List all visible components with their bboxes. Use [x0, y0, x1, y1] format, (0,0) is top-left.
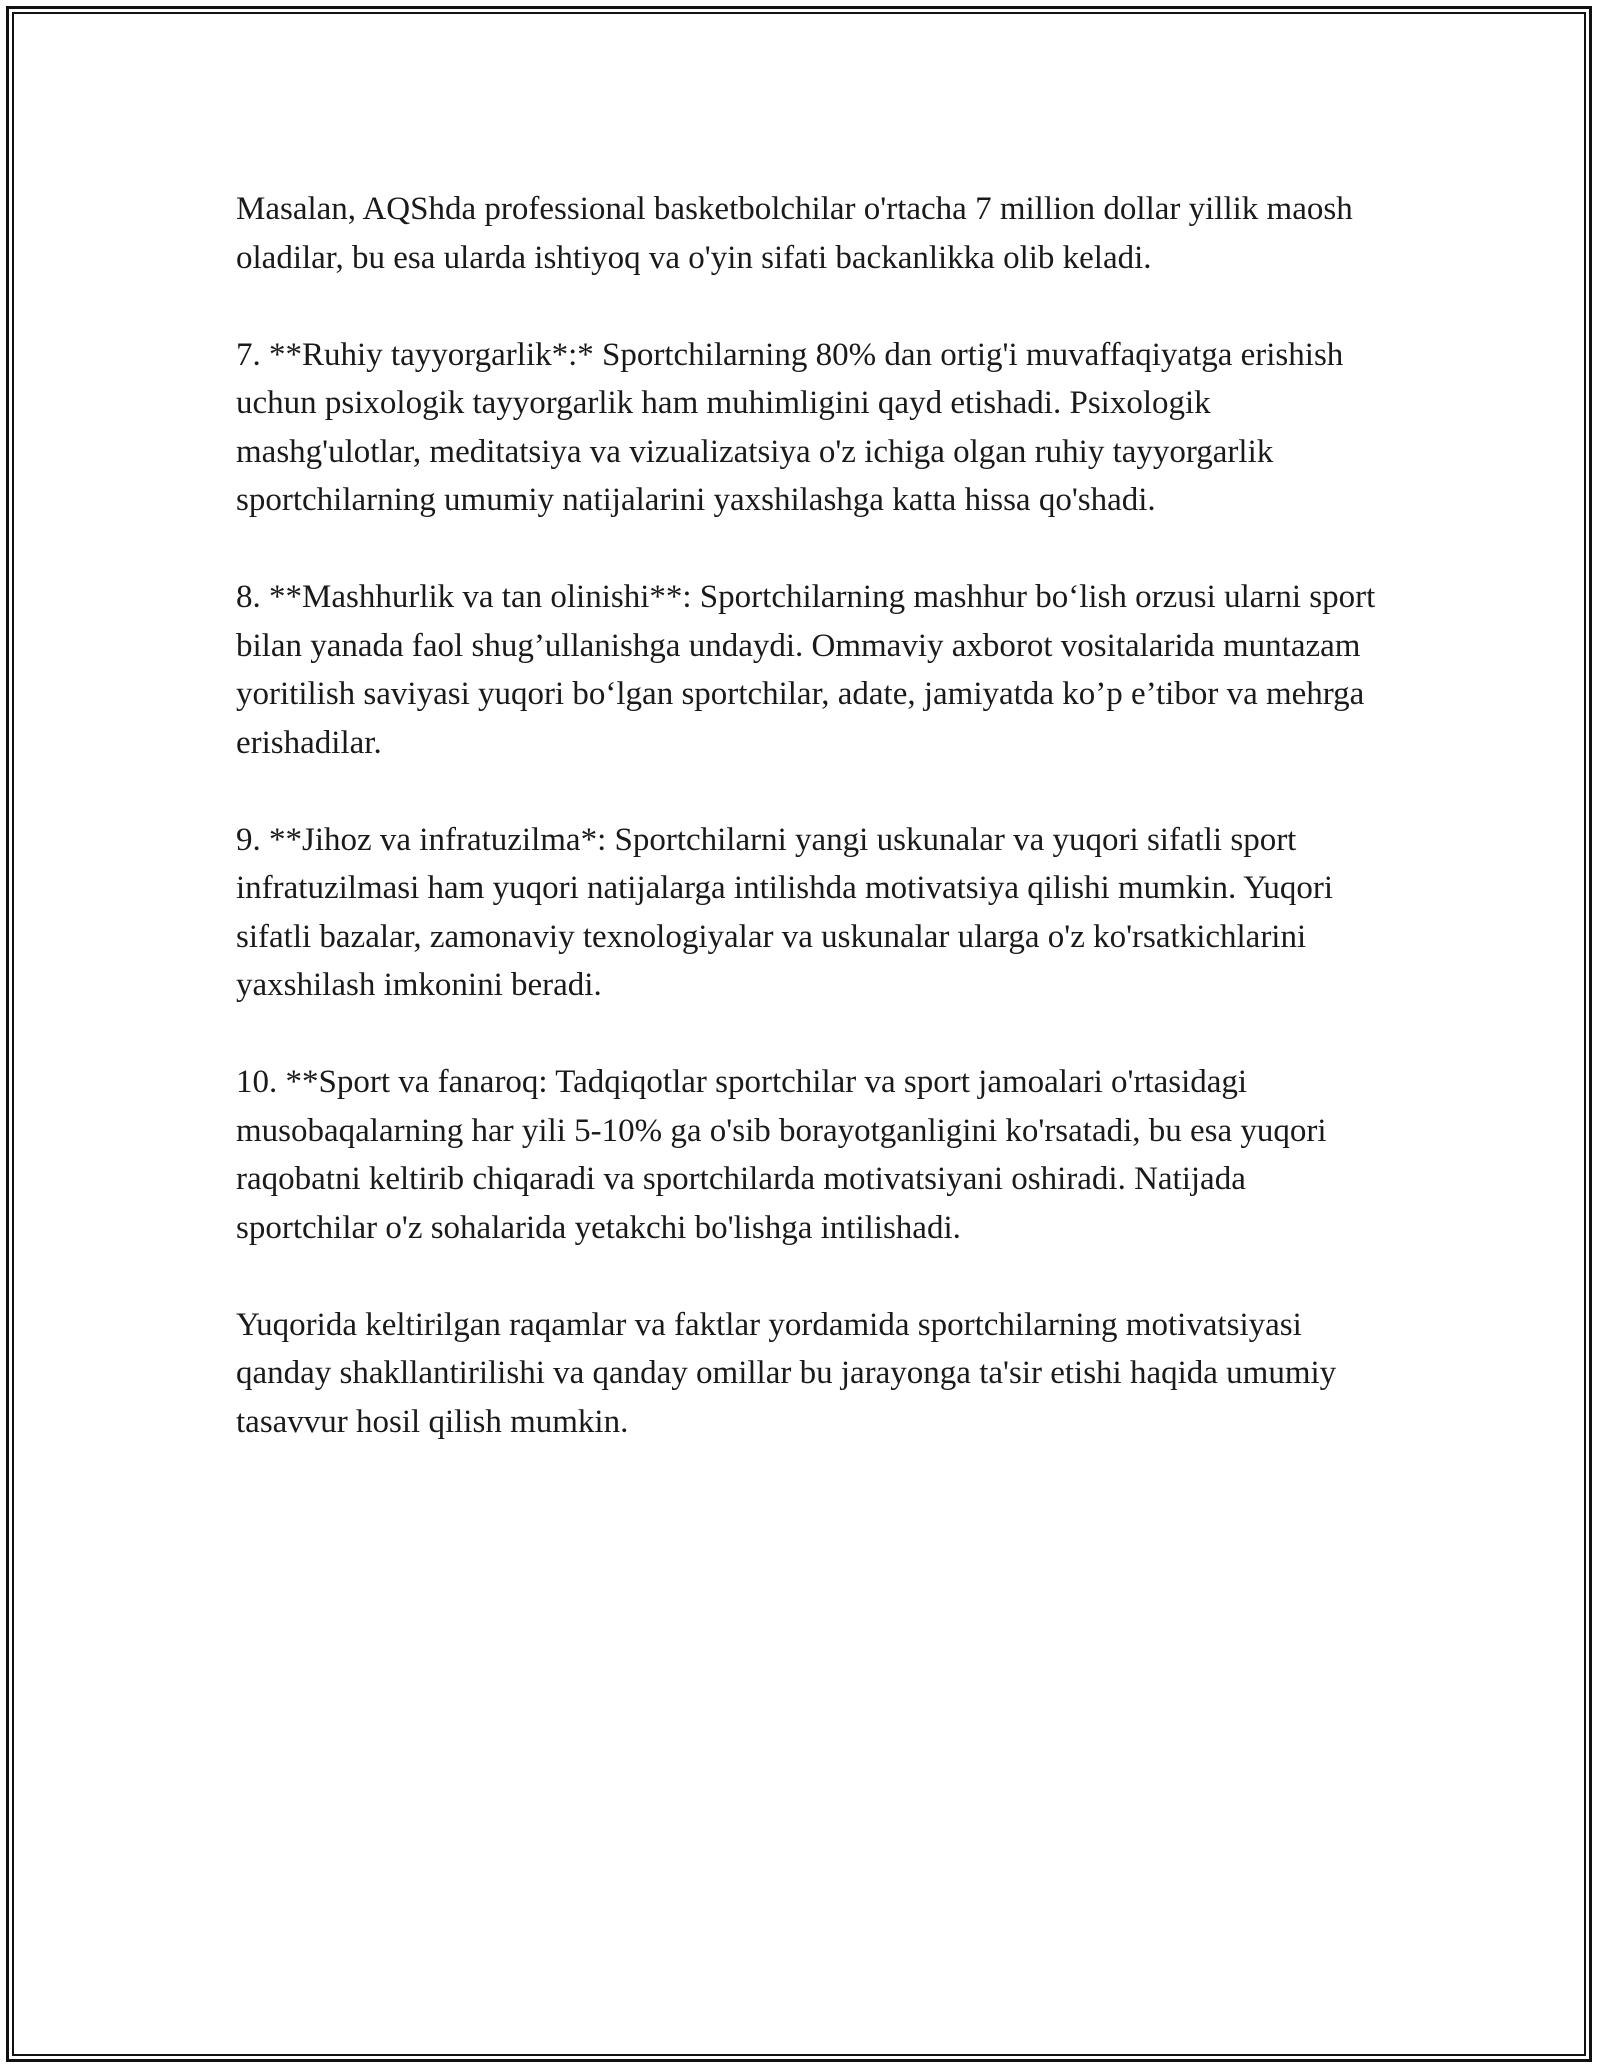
- paragraph-conclusion: Yuqorida keltirilgan raqamlar va faktlar yordamida sportchilarning motivatsiyasi qanday shakllantirilishi va qanday omillar bu jarayonga ta'sir etishi haqida umumiy tasavvur hosil qilish mumkin.: [236, 1306, 1337, 1440]
- paragraph-item-9: 9. **Jihoz va infratuzilma*: Sportchilarni yangi uskunalar va yuqori sifatli sport infratuzilmasi ham yuqori natijalarga intilishda motivatsiya qilishi mumkin. Yuqori sifatli bazalar, zamonaviy texnologiyalar va uskunalar ularga o'z ko'rsatkichlarini yaxshilash imkonini beradi.: [236, 821, 1334, 1003]
- paragraph-intro: Masalan, AQShda professional basketbolchilar o'rtacha 7 million dollar yillik maosh oladilar, bu esa ularda ishtiyoq va o'yin sifati backanlikka olib keladi.: [236, 191, 1353, 276]
- paragraph-item-8: 8. **Mashhurlik va tan olinishi**: Sportchilarning mashhur bo‘lish orzusi ularni sport bilan yanada faol shug’ullanishga undaydi. Ommaviy axborot vositalarida muntazam yoritilish saviyasi yuqori bo‘lgan sportchilar, adate, jamiyatda ko’p e’tibor va mehrga erishadilar.: [236, 579, 1376, 761]
- document-body: [236, 185, 1386, 1495]
- paragraph-item-10: 10. **Sport va fanaroq: Tadqiqotlar sportchilar va sport jamoalari o'rtasidagi musobaqalarning har yili 5-10% ga o'sib borayotganligini ko'rsatadi, bu esa yuqori raqobatni keltirib chiqaradi va sportchilarda motivatsiyani oshiradi. Natijada sportchilar o'z sohalarida yetakchi bo'lishga intilishadi.: [236, 1064, 1327, 1246]
- paragraph-item-7: 7. **Ruhiy tayyorgarlik*:* Sportchilarning 80% dan ortig'i muvaffaqiyatga erishish uchun psixologik tayyorgarlik ham muhimligini qayd etishadi. Psixologik mashg'ulotlar, meditatsiya va vizualizatsiya o'z ichiga olgan ruhiy tayyorgarlik sportchilarning umumiy natijalarini yaxshilashga katta hissa qo'shadi.: [236, 336, 1344, 518]
